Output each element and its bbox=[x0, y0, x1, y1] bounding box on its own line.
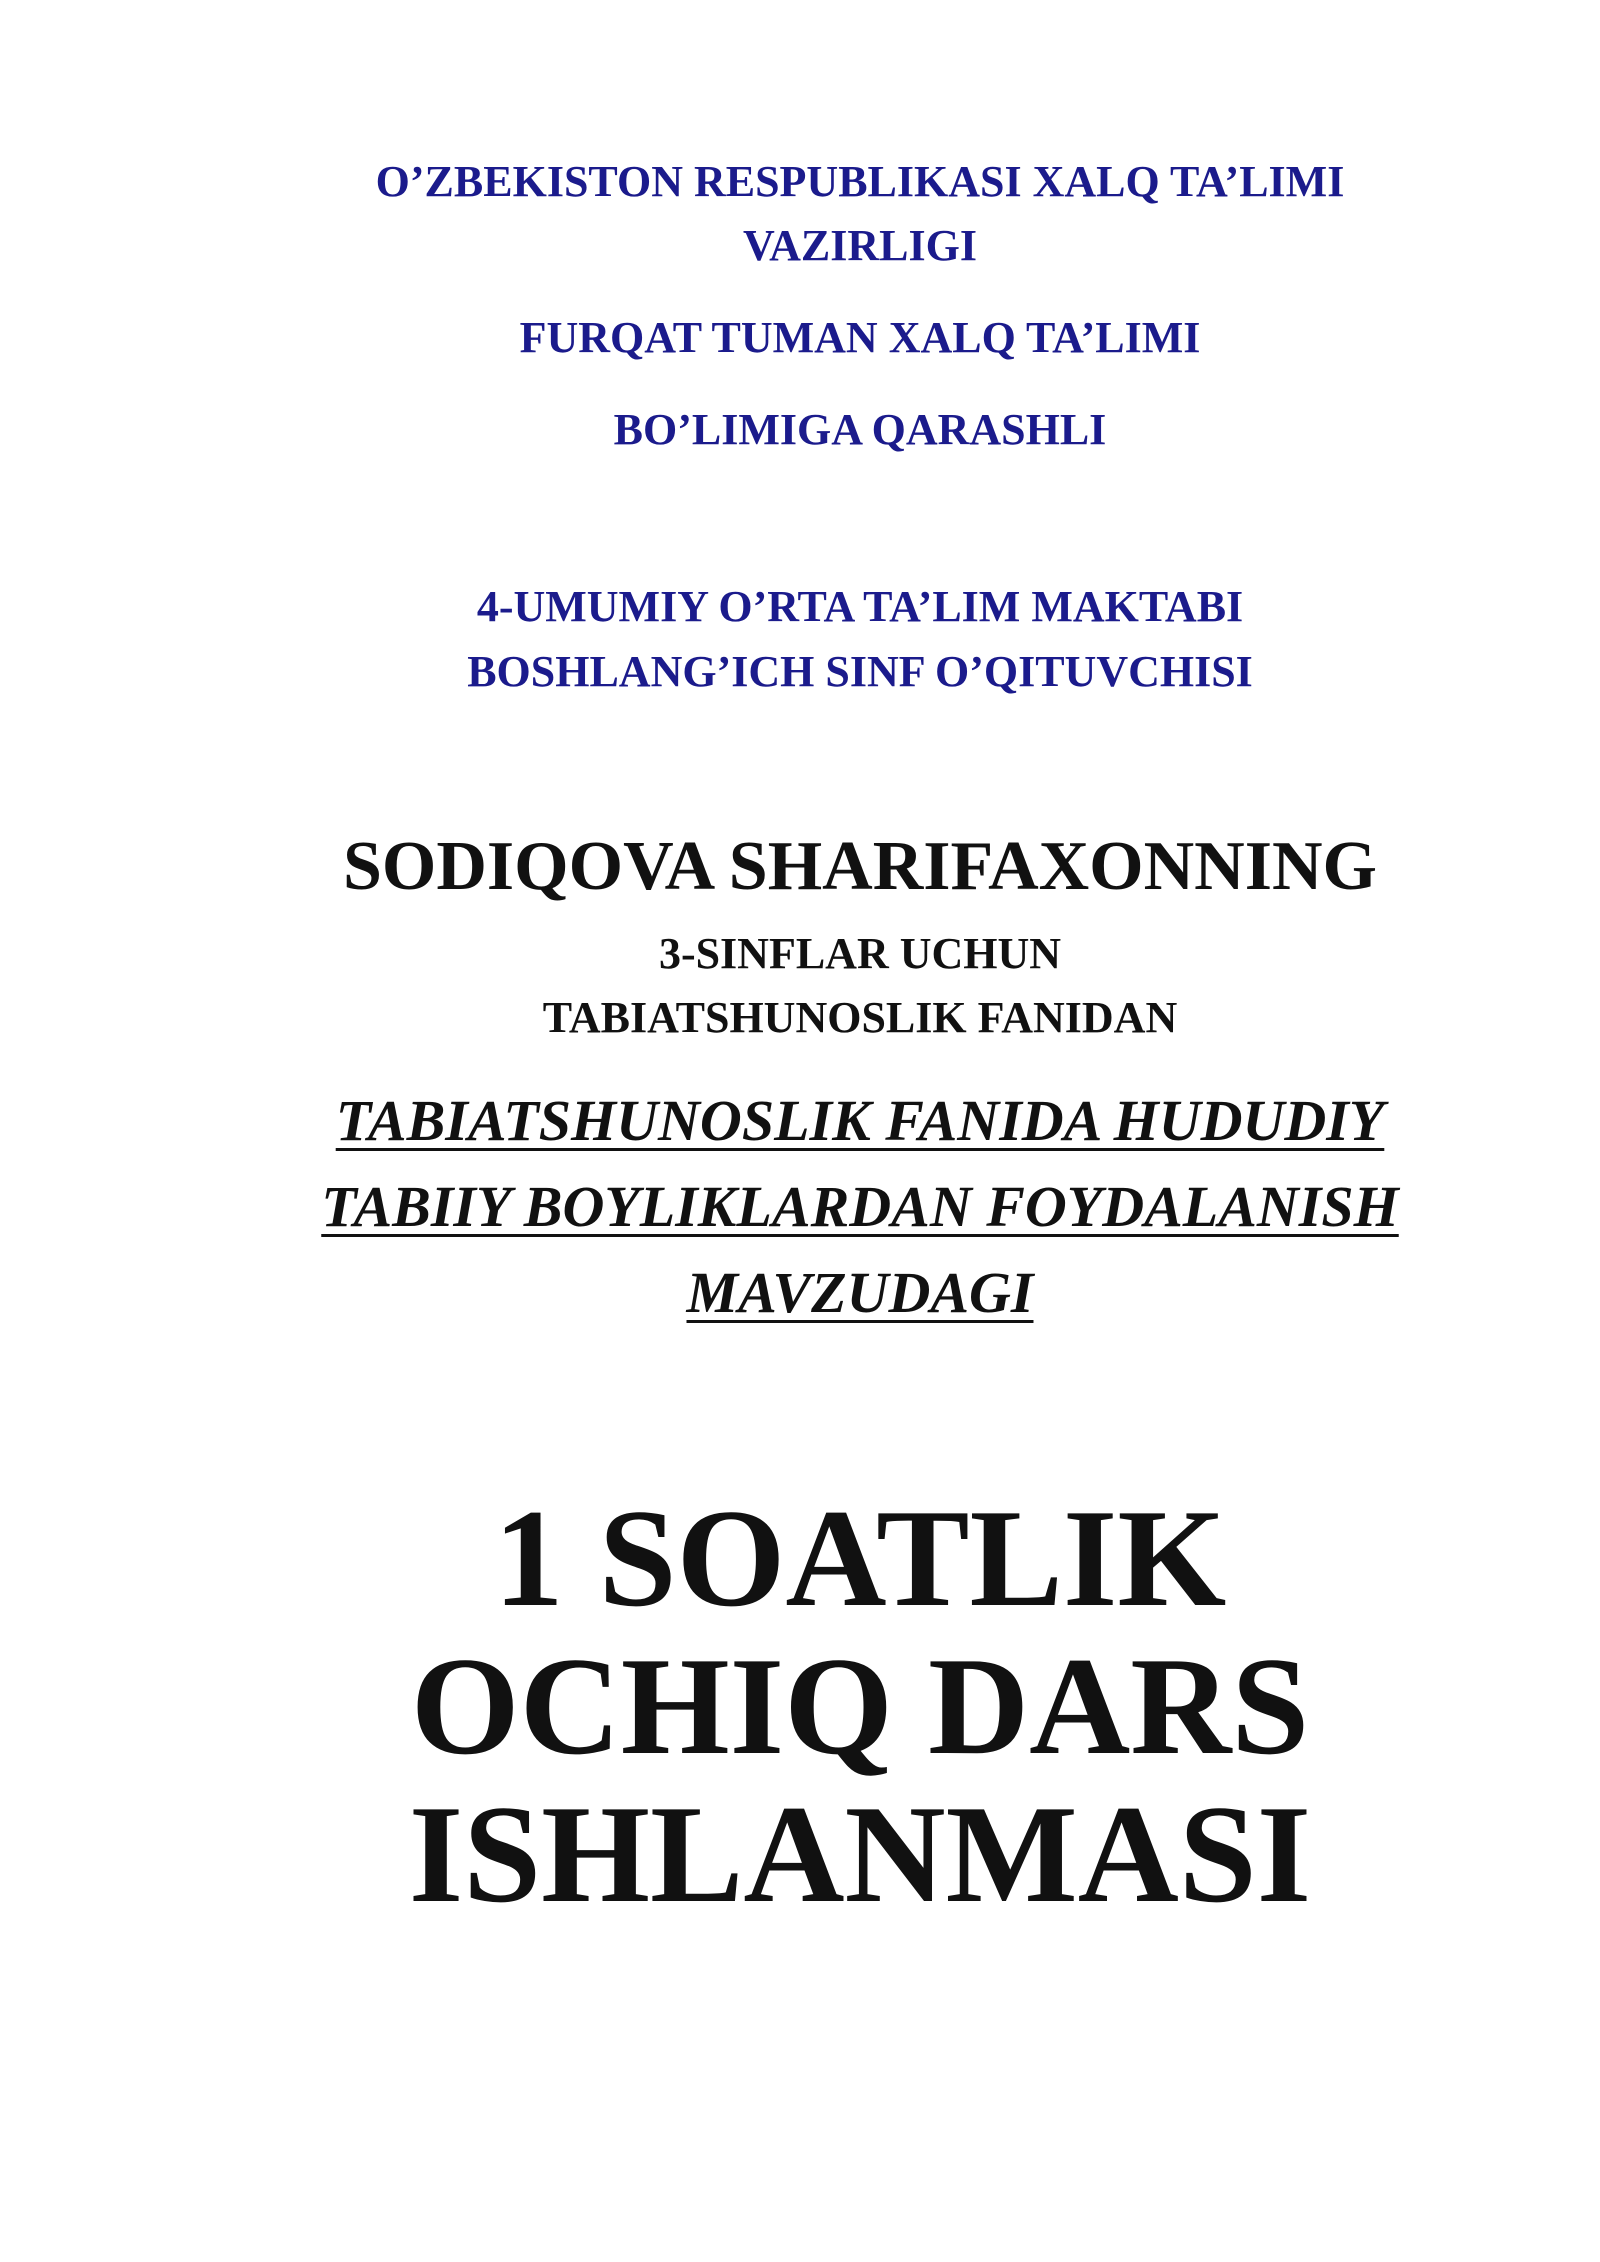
topic-line-1: TABIATSHUNOSLIK FANIDA HUDUDIY bbox=[335, 1088, 1385, 1153]
topic-line-3: MAVZUDAGI bbox=[686, 1260, 1034, 1325]
school-line-1: 4-UMUMIY O’RTA TA’LIM MAKTABI bbox=[476, 582, 1244, 631]
institution-line-1: O’ZBEKISTON RESPUBLIKASI XALQ TA’LIMI bbox=[375, 157, 1345, 206]
institution-line-4: BO’LIMIGA QARASHLI bbox=[613, 405, 1107, 454]
lesson-title-line-1: 1 SOATLIK bbox=[493, 1481, 1227, 1636]
topic-line-2: TABIIY BOYLIKLARDAN FOYDALANISH bbox=[321, 1174, 1399, 1239]
subject-line: TABIATSHUNOSLIK FANIDAN bbox=[542, 993, 1178, 1042]
grade-line: 3-SINFLAR UCHUN bbox=[658, 929, 1062, 978]
school-line-2: BOSHLANG’ICH SINF O’QITUVCHISI bbox=[467, 647, 1253, 696]
institution-line-2: VAZIRLIGI bbox=[743, 221, 977, 270]
lesson-title-line-3: ISHLANMASI bbox=[408, 1777, 1312, 1932]
teacher-name: SODIQOVA SHARIFAXONNING bbox=[343, 828, 1377, 905]
institution-line-3: FURQAT TUMAN XALQ TA’LIMI bbox=[519, 313, 1201, 362]
lesson-title-line-2: OCHIQ DARS bbox=[410, 1629, 1310, 1784]
